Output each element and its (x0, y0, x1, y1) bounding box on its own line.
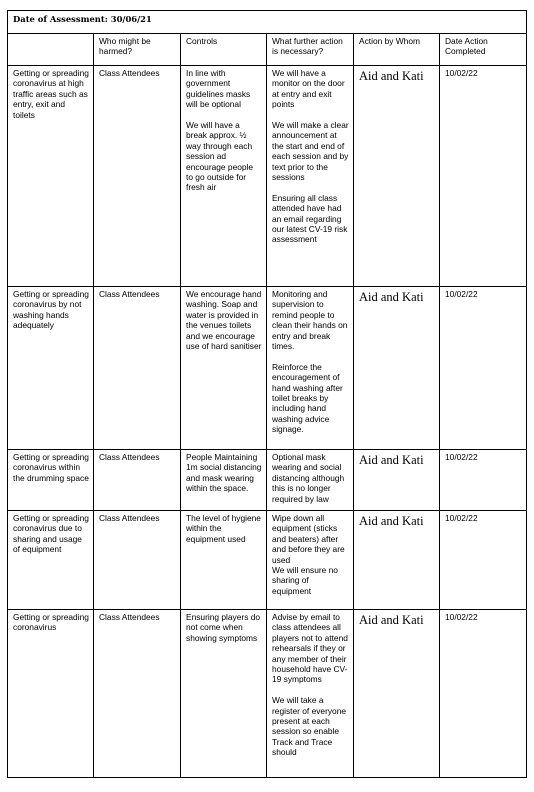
action-by-whom-cell: Aid and Kati (354, 610, 440, 778)
further-action-text: We will have a monitor on the door at entry and exit points (272, 68, 345, 110)
further-action-text: Reinforce the encouragement of hand washing after toilet breaks by including hand washing advice signage. (272, 361, 343, 435)
table-row (8, 287, 527, 450)
header-action-by-whom: Action by Whom (354, 34, 440, 66)
controls-text: People Maintaining 1m social distancing and mask wearing within the space. (186, 452, 262, 494)
further-action-text: Monitoring and supervision to remind people to clean their hands on entry and break times. (272, 289, 348, 352)
action-by-whom-cell: Aid and Kati (354, 511, 440, 610)
header-who-harmed: Who might be harmed? (94, 34, 181, 66)
hazard-cell: Getting or spreading coronavirus at high traffic areas such as entry, exit and toilets (8, 66, 94, 287)
further-action-cell (267, 511, 354, 610)
controls-cell (181, 287, 267, 450)
further-action-cell (267, 610, 354, 778)
further-action-cell (267, 287, 354, 450)
further-action-text: Optional mask wearing and social distancing although this is no longer required by law (272, 452, 345, 504)
further-action-cell (267, 450, 354, 511)
hazard-cell: Getting or spreading coronavirus (8, 610, 94, 778)
table-row (8, 66, 527, 287)
header-date-completed: Date Action Completed (440, 34, 527, 66)
controls-cell (181, 610, 267, 778)
date-completed-cell: 10/02/22 (440, 511, 527, 610)
table-row (8, 511, 527, 610)
further-action-text: Ensuring all class attended have had an email regarding our latest CV-19 risk assessment (272, 192, 348, 245)
table-row (8, 610, 527, 778)
who-cell: Class Attendees (94, 610, 181, 778)
hazard-cell: Getting or spreading coronavirus within the drumming space (8, 450, 94, 511)
header-row (8, 34, 527, 66)
controls-text: In line with government guidelines masks will be optional (186, 68, 251, 110)
header-hazard (8, 34, 94, 66)
controls-text: Ensuring players do not come when showing symptoms (186, 612, 261, 643)
action-by-whom-cell: Aid and Kati (354, 287, 440, 450)
header-controls: Controls (181, 34, 267, 66)
controls-cell (181, 450, 267, 511)
controls-cell (181, 511, 267, 610)
hazard-cell: Getting or spreading coronavirus by not washing hands adequately (8, 287, 94, 450)
further-action-cell (267, 66, 354, 287)
further-action-text: Wipe down all equipment (sticks and beaters) after and before they are used We will ensure no sharing of equipment (272, 513, 345, 596)
further-action-text: We will make a clear announcement at the start and end of each session and by text prior to the sessions (272, 120, 349, 183)
hazard-cell: Getting or spreading coronavirus due to sharing and usage of equipment (8, 511, 94, 610)
who-cell: Class Attendees (94, 66, 181, 287)
action-by-whom-cell: Aid and Kati (354, 450, 440, 511)
further-action-text: We will take a register of everyone present at each session so enable Track and Trace should (272, 695, 347, 758)
controls-text: The level of hygiene within the equipment used (186, 513, 261, 544)
controls-text: We will have a break approx. ½ way through each session ad encourage people to go outside for fresh air (186, 120, 254, 193)
controls-text: We encourage hand washing. Soap and water is provided in the venues toilets and we encourage use of hard sanitiser (186, 289, 262, 352)
date-completed-cell: 10/02/22 (440, 287, 527, 450)
who-cell: Class Attendees (94, 450, 181, 511)
header-further-action: What further action is necessary? (267, 34, 354, 66)
who-cell: Class Attendees (94, 287, 181, 450)
table-row (8, 450, 527, 511)
date-completed-cell: 10/02/22 (440, 610, 527, 778)
date-of-assessment: Date of Assessment: 30/06/21 (8, 11, 527, 34)
date-completed-cell: 10/02/22 (440, 66, 527, 287)
further-action-text: Advise by email to class attendees all players not to attend rehearsals if they or any member of their household have CV-19 symptoms (272, 612, 348, 685)
who-cell: Class Attendees (94, 511, 181, 610)
controls-cell (181, 66, 267, 287)
risk-assessment-table (7, 10, 527, 778)
date-completed-cell: 10/02/22 (440, 450, 527, 511)
action-by-whom-cell: Aid and Kati (354, 66, 440, 287)
